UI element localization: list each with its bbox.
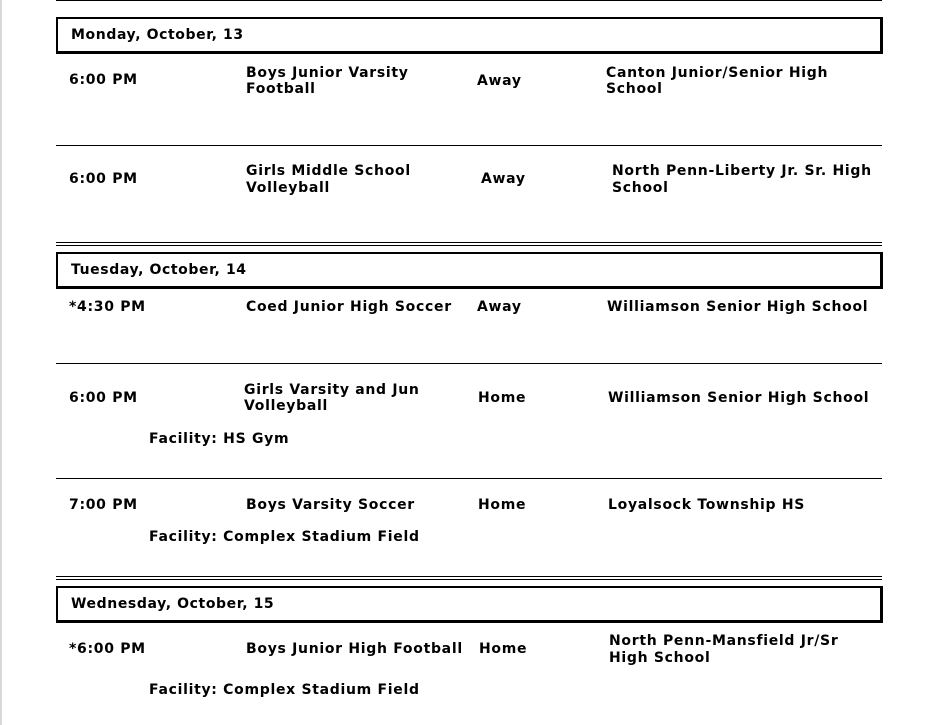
event-title-line1: Boys Junior High Football	[246, 641, 463, 657]
day-divider	[56, 242, 882, 243]
event-title-line1: Boys Junior Varsity	[246, 65, 409, 81]
event-title-line1: Girls Varsity and Jun	[244, 382, 420, 398]
day-header-tuesday	[56, 252, 883, 289]
event-location: Away	[477, 73, 522, 89]
event-time: 6:00 PM	[69, 390, 138, 406]
event-title-line2: Football	[246, 81, 316, 97]
event-location: Home	[478, 497, 527, 513]
row-divider	[56, 145, 882, 146]
day-header-monday	[56, 17, 883, 54]
event-location: Away	[481, 171, 526, 187]
event-title-line2: Volleyball	[246, 180, 330, 196]
event-facility: Facility: Complex Stadium Field	[149, 529, 420, 545]
event-title-line1: Girls Middle School	[246, 163, 411, 179]
row-divider	[56, 363, 882, 364]
event-location: Home	[478, 390, 527, 406]
day-label: Wednesday, October, 15	[71, 596, 275, 612]
event-title-line1: Coed Junior High Soccer	[246, 299, 452, 315]
event-title-line1: Boys Varsity Soccer	[246, 497, 415, 513]
day-divider	[56, 576, 882, 577]
divider	[56, 0, 882, 1]
day-label: Tuesday, October, 14	[71, 262, 247, 278]
event-title-line2: Volleyball	[244, 398, 328, 414]
event-opponent-line1: Loyalsock Township HS	[608, 497, 806, 513]
event-facility: Facility: Complex Stadium Field	[149, 682, 420, 698]
event-time: 6:00 PM	[69, 72, 138, 88]
event-opponent-line2: High School	[609, 650, 711, 666]
event-time: 7:00 PM	[69, 497, 138, 513]
event-opponent-line1: North Penn-Mansfield Jr/Sr	[609, 633, 839, 649]
page-edge	[0, 0, 2, 725]
event-opponent-line2: School	[606, 81, 663, 97]
event-opponent-line1: Williamson Senior High School	[608, 390, 870, 406]
day-label: Monday, October, 13	[71, 27, 244, 43]
event-time: *6:00 PM	[69, 641, 146, 657]
day-header-wednesday	[56, 586, 883, 623]
row-divider	[56, 478, 882, 479]
event-opponent-line1: North Penn-Liberty Jr. Sr. High	[612, 163, 872, 179]
event-time: *4:30 PM	[69, 299, 146, 315]
event-location: Away	[477, 299, 522, 315]
event-opponent-line2: School	[612, 180, 669, 196]
event-opponent-line1: Williamson Senior High School	[607, 299, 869, 315]
event-facility: Facility: HS Gym	[149, 431, 290, 447]
event-location: Home	[479, 641, 528, 657]
event-time: 6:00 PM	[69, 171, 138, 187]
event-opponent-line1: Canton Junior/Senior High	[606, 65, 829, 81]
